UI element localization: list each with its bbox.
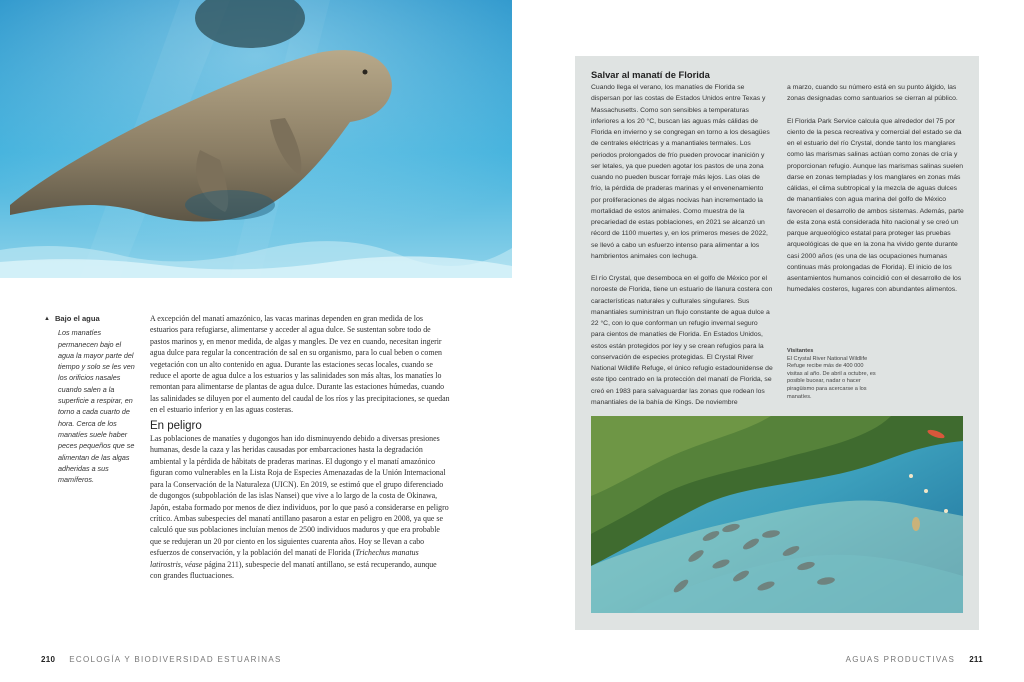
photo-caption-left — [44, 313, 136, 485]
section-paragraph-end: página 211), subespecie del manatí antillano, se está recuperando, aunque con grandes fluctuaciones. — [150, 559, 437, 580]
folio-left — [41, 655, 282, 664]
box-title: Salvar al manatí de Florida — [591, 69, 710, 80]
box-column-2 — [787, 82, 965, 296]
see-reference: , véase — [180, 559, 203, 569]
manatee-underwater-photo — [0, 0, 512, 278]
aerial-river-manatees-photo — [591, 416, 963, 613]
box-paragraph: a marzo, cuando su número está en su punto álgido, las zonas designadas como santuarios se cierran al público. — [787, 84, 958, 103]
running-head-left: ECOLOGÍA Y BIODIVERSIDAD ESTUARINAS — [69, 655, 282, 664]
caption-title: ▲ Bajo el agua — [44, 313, 136, 326]
page-number-right: 211 — [969, 655, 983, 664]
species-name: Trichechus manatus latirostris — [150, 548, 419, 569]
folio-right — [846, 655, 983, 664]
section-heading: En peligro — [150, 419, 202, 432]
caption-body: El Crystal River National Wildlife Refuge recibe más de 400 000 visitas al año. De abril a octubre, es posible bucear, nadar o hacer piragüismo para acercarse a los manatíes. — [787, 355, 876, 400]
intro-paragraph: A excepción del manatí amazónico, las vacas marinas dependen en gran medida de los estuarios para refugiarse, alimentarse y acceder al agua dulce. Se sustentan sobre todo de pastos marinos y, en menor medida, de algas y mangles. De vez en cuando, necesitan ingerir agua dulce para regular la concentración de sal en su organismo, para lo cual beben o comen vegetación con un alto contenido en agua. Durante las estaciones secas locales, cuando se reduce el aporte de agua dulce a los estuarios y las salinidades son más altas, los manatíes lo remontan para alimentarse de plantas de agua dulce. Durante las estaciones húmedas, cuando las salinidades se diluyen por el aumento del caudal de los ríos y las precipitaciones, se quedan en el estuario inferior y en las aguas costeras. — [150, 314, 450, 415]
sidebar-box — [575, 56, 979, 630]
caption-body: Los manatíes permanecen bajo el agua la mayor parte del tiempo y solo se les ven los orificios nasales cuando salen a la superficie a respirar, en torno a cada cuarto de hora. Cerca de los manatíes suele haber peces pequeños que se alimentan de las algas adheridas a sus mamíferos. — [58, 328, 135, 485]
box-paragraph: Cuando llega el verano, los manatíes de Florida se dispersan por las costas de Estados Unidos entre Texas y Massachusetts. Como son sensibles a temperaturas inferiores a los 20 °C, buscan las aguas más cálidas de Florida en invierno y se congregan en torno a los desagües de centrales eléctricas y a manantiales termales. Los periodos prolongados de frío pueden provocar inanición y ser letales, ya que pueden agotar los pastos de una zona cuando no pueden buscar forraje más lejos. Las olas de frío, la pérdida de praderas marinas y el envenenamiento por proliferaciones de algas nocivas han incrementado la mortalidad de estos animales. Como muestra de la precariedad de estas poblaciones, en 2021 se alcanzó un récord de 1100 muertes y, en los primeros meses de 2022, se llevó a cabo un esfuerzo intenso para alimentar a los hambrientos animales con lechuga. — [591, 84, 770, 260]
photo-caption-right — [787, 348, 877, 401]
box-paragraph: El río Crystal, que desemboca en el golfo de México por el noroeste de Florida, tiene un estuario de llanura costera con características naturales y culturales singulares. Sus manantiales suministran un flujo constante de agua dulce a 22 °C, con lo que conforman un refugio invernal seguro para cientos de manatíes de Florida. En Estados Unidos, estos están protegidos por ley y se crean refugios para la conservación de especies protegidas. El Crystal River National Wildlife Refuge, el único refugio estadounidense de este tipo centrado en la protección del manatí de Florida, se creó en 1983 para salvaguardar las zonas que rodean los manantiales de la bahía de Kings. De noviembre — [591, 275, 773, 406]
running-head-right: AGUAS PRODUCTIVAS — [845, 655, 956, 664]
box-paragraph: El Florida Park Service calcula que alrededor del 75 por ciento de la pesca recreativa y comercial del estado se da en el estuario del río Crystal, donde tanto los manglares como las marismas salinas actúan como zonas de cría y proporcionan refugio. Aunque las marismas salinas suelen darse en zonas templadas y los manglares en zonas más cálidas, el clima subtropical y la mezcla de aguas dulces de manantiales con agua marina del golfo de México favorecen el desarrollo de ambos sistemas. Además, parte de esta zona está considerada hito nacional y se creó un parque arqueológico estatal para proteger las pruebas arqueológicas de que en la zona ha vivido gente durante casi 2000 años (es una de las ocupaciones humanas continuas más prolongadas de Florida). El inicio de los asentamientos humanos coincidió con el desarrollo de los humedales costeros, lugares con abundantes alimentos. — [787, 117, 964, 294]
page-number-left: 210 — [41, 655, 56, 664]
section-paragraph — [150, 433, 450, 581]
caption-title: Visitantes — [787, 348, 814, 354]
main-text-column — [150, 313, 450, 581]
section-paragraph-text: Las poblaciones de manatíes y dugongos han ido disminuyendo debido a diversas presiones humanas, desde la caza y las heridas causadas por embarcaciones hasta la degradación ambiental y la pérdida de hábitats de praderas marinas. El dugongo y el manatí amazónico figuran como vulnerables en la Lista Roja de Especies Amenazadas de la Unión Internacional para la Conservación de la Naturaleza (UICN). En 2019, se estimó que el grupo diferenciado de dugongos (subpoblación de las islas Nansei) que vive a lo largo de la costa de Okinawa, Japón, estaba formado por menos de diez individuos, por lo que pasó a considerarse en peligro crítico. Ambas subespecies del manatí antillano pasaron a estar en peligro en 2008, ya que se calculó que sus poblaciones incluían menos de 2500 individuos maduros y que era probable que se redujeran un 20 por ciento en los siguientes cuarenta años. Hoy se llevan a cabo esfuerzos de conservación, y la población del manatí de Florida ( — [150, 434, 449, 558]
box-column-1 — [591, 82, 773, 408]
